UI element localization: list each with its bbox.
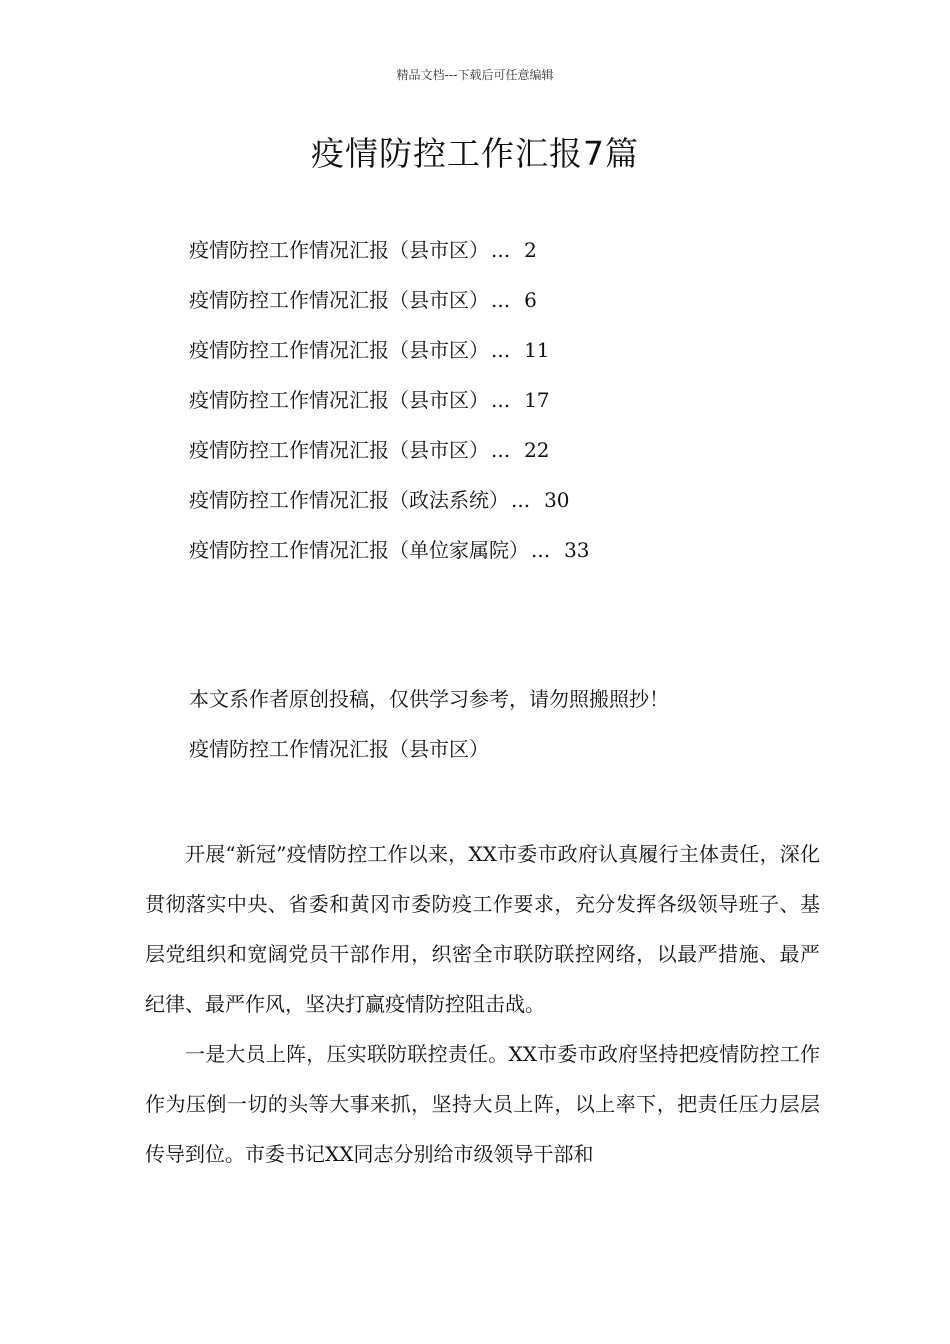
copyright-notice: 本文系作者原创投稿，仅供学习参考，请勿照搬照抄！ (189, 687, 669, 711)
body-paragraph: 一是大员上阵，压实联防联控责任。XX市委市政府坚持把疫情防控工作作为压倒一切的头等大事来抓，坚持大员上阵，以上率下，把责任压力层层传导到位。市委书记XX同志分别给市级领导干部和 (145, 1042, 820, 1166)
toc-item-dots: ... (511, 488, 531, 512)
page-header: 精品文档---下载后可任意编辑 (396, 68, 554, 82)
toc-item-label: 疫情防控工作情况汇报（县市区） (189, 288, 489, 312)
toc-item-page: 30 (544, 488, 570, 512)
toc-item[interactable] (189, 532, 839, 582)
toc-item-page: 2 (524, 238, 537, 262)
table-of-contents (189, 232, 839, 582)
body-text (145, 829, 820, 1179)
toc-item-dots: ... (491, 388, 511, 412)
toc-item-label: 疫情防控工作情况汇报（县市区） (189, 238, 489, 262)
toc-item[interactable] (189, 282, 839, 332)
toc-item-dots: ... (491, 438, 511, 462)
toc-item-dots: ... (491, 238, 511, 262)
section-title: 疫情防控工作情况汇报（县市区） (189, 737, 489, 761)
document-title: 疫情防控工作汇报7篇 (311, 134, 639, 173)
toc-item-page: 22 (524, 438, 550, 462)
toc-item-dots: ... (491, 288, 511, 312)
toc-item-page: 17 (524, 388, 550, 412)
toc-item-dots: ... (491, 338, 511, 362)
toc-item-page: 11 (524, 338, 550, 362)
toc-item-dots: ... (531, 538, 551, 562)
toc-item-page: 6 (524, 288, 537, 312)
toc-item-label: 疫情防控工作情况汇报（县市区） (189, 438, 489, 462)
toc-item-label: 疫情防控工作情况汇报（政法系统） (189, 488, 509, 512)
body-paragraph: 开展“新冠”疫情防控工作以来，XX市委市政府认真履行主体责任，深化贯彻落实中央、省委和黄冈市委防疫工作要求，充分发挥各级领导班子、基层党组织和宽阔党员干部作用，织密全市联防联控网络，以最严措施、最严纪律、最严作风，坚决打赢疫情防控阻击战。 (145, 842, 820, 1016)
toc-item[interactable] (189, 332, 839, 382)
toc-item-label: 疫情防控工作情况汇报（县市区） (189, 338, 489, 362)
toc-item[interactable] (189, 432, 839, 482)
toc-item-label: 疫情防控工作情况汇报（单位家属院） (189, 538, 529, 562)
toc-item[interactable] (189, 232, 839, 282)
toc-item[interactable] (189, 382, 839, 432)
toc-item-label: 疫情防控工作情况汇报（县市区） (189, 388, 489, 412)
toc-item[interactable] (189, 482, 839, 532)
toc-item-page: 33 (564, 538, 590, 562)
